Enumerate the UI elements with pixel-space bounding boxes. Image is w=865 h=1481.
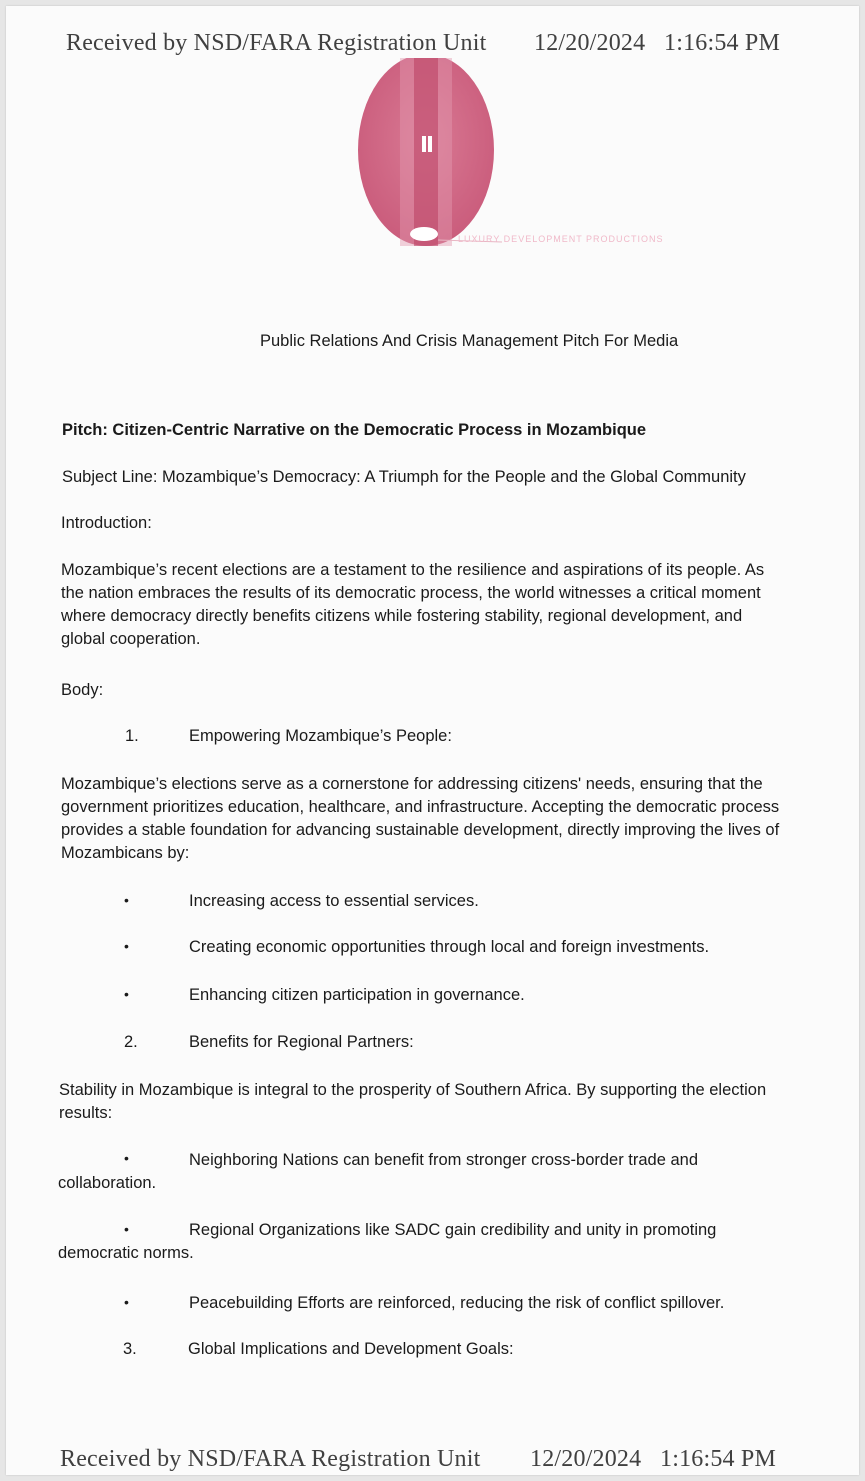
stamp-time: 1:16:54 PM	[660, 1446, 777, 1472]
stamp-date: 12/20/2024	[530, 1446, 642, 1472]
stamp-time: 1:16:54 PM	[664, 30, 781, 56]
stamp-label: Received by NSD/FARA Registration Unit	[66, 30, 487, 56]
document-page	[6, 6, 859, 1475]
intro-line-1: Mozambique’s recent elections are a testament to the resilience and aspirations of its people. As	[61, 561, 765, 579]
logo-faint-text: LUXURY DEVELOPMENT PRODUCTIONS	[458, 234, 664, 244]
section-2-bullet-1-line-2: collaboration.	[58, 1174, 157, 1192]
bullet-icon: •	[124, 986, 129, 1002]
bullet-icon: •	[124, 938, 129, 954]
bullet-icon: •	[124, 1294, 129, 1310]
section-3-number: 3.	[123, 1340, 137, 1358]
section-1-line-4: Mozambicans by:	[61, 844, 190, 862]
pitch-heading: Pitch: Citizen-Centric Narrative on the Democratic Process in Mozambique	[62, 421, 647, 439]
bullet-icon: •	[124, 892, 129, 908]
section-1-bullet-3: Enhancing citizen participation in governance.	[189, 986, 525, 1004]
section-1-line-1: Mozambique’s elections serve as a cornerstone for addressing citizens' needs, ensuring that the	[61, 775, 763, 793]
intro-line-3: where democracy directly benefits citizens while fostering stability, regional development, and	[61, 607, 743, 625]
subject-line: Subject Line: Mozambique’s Democracy: A Triumph for the People and the Global Community	[62, 468, 746, 486]
introduction-label: Introduction:	[61, 514, 152, 532]
section-1-bullet-1: Increasing access to essential services.	[189, 892, 479, 910]
section-1-line-2: government prioritizes education, healthcare, and infrastructure. Accepting the democratic process	[61, 798, 780, 816]
bullet-icon: •	[124, 1221, 129, 1237]
section-2-bullet-3: Peacebuilding Efforts are reinforced, reducing the risk of conflict spillover.	[189, 1294, 725, 1312]
section-2-bullet-1-line-1: Neighboring Nations can benefit from stronger cross-border trade and	[189, 1151, 699, 1169]
section-2-line-2: results:	[59, 1104, 113, 1122]
body-label: Body:	[61, 681, 104, 699]
section-1-number: 1.	[125, 727, 139, 745]
intro-line-2: the nation embraces the results of its democratic process, the world witnesses a critical moment	[61, 584, 761, 602]
stamp-label: Received by NSD/FARA Registration Unit	[60, 1446, 481, 1472]
section-1-bullet-2: Creating economic opportunities through local and foreign investments.	[189, 938, 710, 956]
stamp-date: 12/20/2024	[534, 30, 646, 56]
section-2-title: Benefits for Regional Partners:	[189, 1033, 414, 1051]
section-2-bullet-2-line-2: democratic norms.	[58, 1244, 194, 1262]
pink-oval-logo-icon	[352, 58, 652, 258]
section-2-bullet-2-line-1: Regional Organizations like SADC gain credibility and unity in promoting	[189, 1221, 717, 1239]
section-2-line-1: Stability in Mozambique is integral to the prosperity of Southern Africa. By supporting the election	[59, 1081, 767, 1099]
section-1-title: Empowering Mozambique’s People:	[189, 727, 452, 745]
section-3-title: Global Implications and Development Goals:	[188, 1340, 514, 1358]
bullet-icon: •	[124, 1150, 129, 1166]
document-title: Public Relations And Crisis Management Pitch For Media	[260, 332, 679, 350]
section-2-number: 2.	[124, 1033, 138, 1051]
intro-line-4: global cooperation.	[61, 630, 201, 648]
section-1-line-3: provides a stable foundation for advancing sustainable development, directly improving the lives of	[61, 821, 780, 839]
